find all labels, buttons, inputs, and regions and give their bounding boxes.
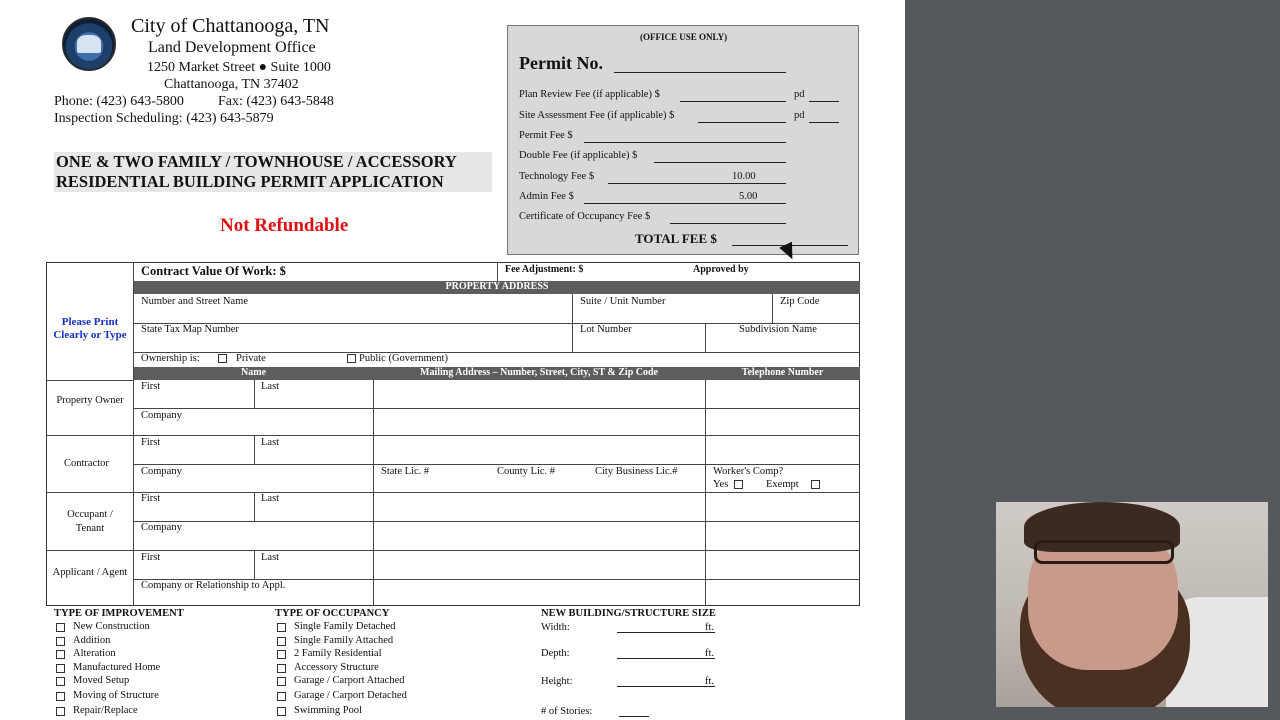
private-label: Private	[236, 353, 266, 364]
subdivision-name-label: Subdivision Name	[739, 324, 817, 335]
applicant-last-label: Last	[261, 552, 280, 563]
fee-adjustment-label: Fee Adjustment: $	[505, 264, 584, 275]
occupancy-option-label: Single Family Detached	[294, 621, 396, 632]
occupant-first-label: First	[141, 493, 161, 504]
please-print-note: Please Print Clearly or Type	[53, 316, 127, 341]
occupancy-option-checkbox[interactable]	[277, 637, 286, 646]
improvement-option-label: Alteration	[73, 648, 116, 659]
depth-label: Depth:	[541, 648, 570, 659]
admin-fee-value: 5.00	[739, 191, 758, 202]
approved-by-label: Approved by	[693, 264, 749, 275]
occupancy-option-label: 2 Family Residential	[294, 648, 382, 659]
improvement-option-label: New Construction	[73, 621, 150, 632]
occupancy-option-checkbox[interactable]	[277, 692, 286, 701]
plan-review-fee-label: Plan Review Fee (if applicable) $	[519, 89, 660, 100]
owner-company-label: Company	[141, 410, 182, 421]
occupancy-option-checkbox[interactable]	[277, 677, 286, 686]
depth-unit: ft.	[705, 648, 715, 659]
city-name: City of Chattanooga, TN	[131, 15, 330, 37]
office-use-heading: (OFFICE USE ONLY)	[640, 32, 728, 42]
width-unit: ft.	[705, 622, 715, 633]
workers-comp-label: Worker's Comp?	[713, 466, 784, 477]
occupant-last-label: Last	[261, 493, 280, 504]
technology-fee-value: 10.00	[732, 171, 756, 182]
zip-code-label: Zip Code	[780, 296, 820, 307]
applicant-first-label: First	[141, 552, 161, 563]
occupancy-option-checkbox[interactable]	[277, 650, 286, 659]
occupancy-option-checkbox[interactable]	[277, 707, 286, 716]
occupant-company-label: Company	[141, 522, 182, 533]
site-assessment-fee-label: Site Assessment Fee (if applicable) $	[519, 110, 675, 121]
public-checkbox[interactable]	[347, 354, 356, 363]
phone-column-header: Telephone Number	[705, 367, 860, 380]
property-address-bar: PROPERTY ADDRESS	[134, 281, 860, 294]
row-label-owner: Property Owner	[56, 395, 124, 406]
permit-no-label: Permit No.	[519, 53, 603, 73]
inspection-scheduling: Inspection Scheduling: (423) 643-5879	[54, 111, 274, 126]
height-unit: ft.	[705, 676, 715, 687]
suite-unit-label: Suite / Unit Number	[580, 296, 666, 307]
plan-review-pd: pd	[794, 89, 805, 100]
improvement-option-checkbox[interactable]	[56, 664, 65, 673]
improvement-option-checkbox[interactable]	[56, 677, 65, 686]
mailing-column-header: Mailing Address – Number, Street, City, ST & Zip Code	[373, 367, 705, 380]
contract-value-label: Contract Value Of Work: $	[141, 264, 286, 278]
ownership-label: Ownership is:	[141, 353, 200, 364]
fax-number: Fax: (423) 643-5848	[218, 94, 334, 109]
lot-number-label: Lot Number	[580, 324, 632, 335]
public-label: Public (Government)	[359, 353, 448, 364]
tax-map-label: State Tax Map Number	[141, 324, 239, 335]
contractor-company-label: Company	[141, 466, 182, 477]
improvement-heading: TYPE OF IMPROVEMENT	[54, 608, 184, 619]
private-checkbox[interactable]	[218, 354, 227, 363]
occupancy-option-checkbox[interactable]	[277, 664, 286, 673]
row-label-occupant: Occupant / Tenant	[67, 509, 113, 534]
street-name-label: Number and Street Name	[141, 296, 249, 307]
occupancy-heading: TYPE OF OCCUPANCY	[275, 608, 390, 619]
occupancy-option-label: Accessory Structure	[294, 662, 379, 673]
size-heading: NEW BUILDING/STRUCTURE SIZE	[541, 608, 716, 619]
phone-number: Phone: (423) 643-5800	[54, 94, 184, 109]
workers-comp-yes-checkbox[interactable]	[734, 480, 743, 489]
admin-fee-label: Admin Fee $	[519, 191, 574, 202]
improvement-option-checkbox[interactable]	[56, 650, 65, 659]
improvement-option-label: Manufactured Home	[73, 662, 161, 673]
row-label-contractor: Contractor	[64, 458, 109, 469]
occupancy-option-checkbox[interactable]	[277, 623, 286, 632]
city-seal-logo	[62, 17, 116, 71]
office-use-box	[507, 25, 859, 255]
occupancy-option-label: Garage / Carport Detached	[294, 690, 407, 701]
occupancy-option-label: Swimming Pool	[294, 705, 362, 716]
width-label: Width:	[541, 622, 570, 633]
office-name: Land Development Office	[148, 39, 316, 56]
height-label: Height:	[541, 676, 573, 687]
double-fee-label: Double Fee (if applicable) $	[519, 150, 638, 161]
improvement-option-label: Moved Setup	[73, 675, 130, 686]
improvement-option-label: Repair/Replace	[73, 705, 138, 716]
applicant-company-label: Company or Relationship to Appl.	[141, 580, 286, 591]
form-title: ONE & TWO FAMILY / TOWNHOUSE / ACCESSORY RESIDENTIAL BUILDING PERMIT APPLICATION	[54, 152, 492, 192]
owner-last-label: Last	[261, 381, 280, 392]
city-lic-label: City Business Lic.#	[595, 466, 678, 477]
site-assessment-pd: pd	[794, 110, 805, 121]
permit-fee-label: Permit Fee $	[519, 130, 573, 141]
name-column-header: Name	[134, 367, 373, 380]
row-label-applicant: Applicant / Agent	[52, 567, 128, 578]
owner-first-label: First	[141, 381, 161, 392]
office-address-1: 1250 Market Street ● Suite 1000	[147, 60, 331, 75]
improvement-option-checkbox[interactable]	[56, 692, 65, 701]
occupancy-option-label: Garage / Carport Attached	[294, 675, 405, 686]
co-fee-label: Certificate of Occupancy Fee $	[519, 211, 651, 222]
workers-comp-exempt-label: Exempt	[766, 479, 799, 490]
county-lic-label: County Lic. #	[497, 466, 556, 477]
application-form-grid	[46, 262, 860, 606]
occupancy-option-label: Single Family Attached	[294, 635, 394, 646]
improvement-option-checkbox[interactable]	[56, 623, 65, 632]
glasses-icon	[1034, 540, 1174, 564]
stories-label: # of Stories:	[541, 706, 593, 717]
contractor-first-label: First	[141, 437, 161, 448]
workers-comp-exempt-checkbox[interactable]	[811, 480, 820, 489]
improvement-option-checkbox[interactable]	[56, 707, 65, 716]
improvement-option-label: Addition	[73, 635, 111, 646]
improvement-option-checkbox[interactable]	[56, 637, 65, 646]
not-refundable-notice: Not Refundable	[220, 215, 349, 236]
webcam-video-overlay	[996, 502, 1268, 707]
contractor-last-label: Last	[261, 437, 280, 448]
technology-fee-label: Technology Fee $	[519, 171, 595, 182]
improvement-option-label: Moving of Structure	[73, 690, 159, 701]
workers-comp-yes-label: Yes	[713, 479, 729, 490]
office-address-2: Chattanooga, TN 37402	[164, 77, 299, 92]
state-lic-label: State Lic. #	[381, 466, 430, 477]
total-fee-label: TOTAL FEE $	[635, 231, 717, 246]
